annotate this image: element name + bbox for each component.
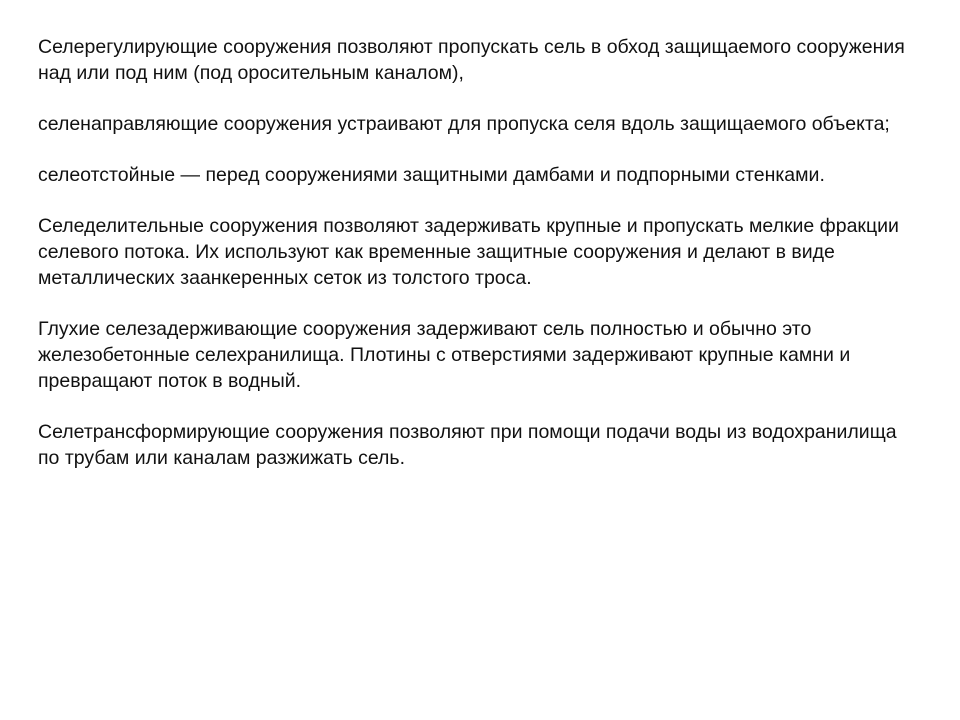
paragraph-mudflow-dividing: Селеделительные сооружения позволяют задерживать крупные и пропускать мелкие фракции селевого потока. Их используют как временные защитные сооружения и делают в виде металлических заанкеренных сеток из толстого троса. [38,215,899,289]
paragraph-mudflow-regulating: Селерегулирующие сооружения позволяют пропускать сель в обход защищаемого сооружения над или под ним (под оросительным каналом), [38,36,905,84]
slide-text-body [38,34,918,496]
paragraph-mudflow-directing: селенаправляющие сооружения устраивают для пропуска селя вдоль защищаемого объекта; [38,113,890,135]
paragraph-mudflow-settling: селеотстойные — перед сооружениями защитными дамбами и подпорными стенками. [38,164,825,186]
paragraph-mudflow-transforming: Селетрансформирующие сооружения позволяют при помощи подачи воды из водохранилища по трубам или каналам разжижать сель. [38,421,897,469]
paragraph-mudflow-retaining: Глухие селезадерживающие сооружения задерживают сель полностью и обычно это железобетонные селехранилища. Плотины с отверстиями задерживают крупные камни и превращают поток в водный. [38,318,851,392]
